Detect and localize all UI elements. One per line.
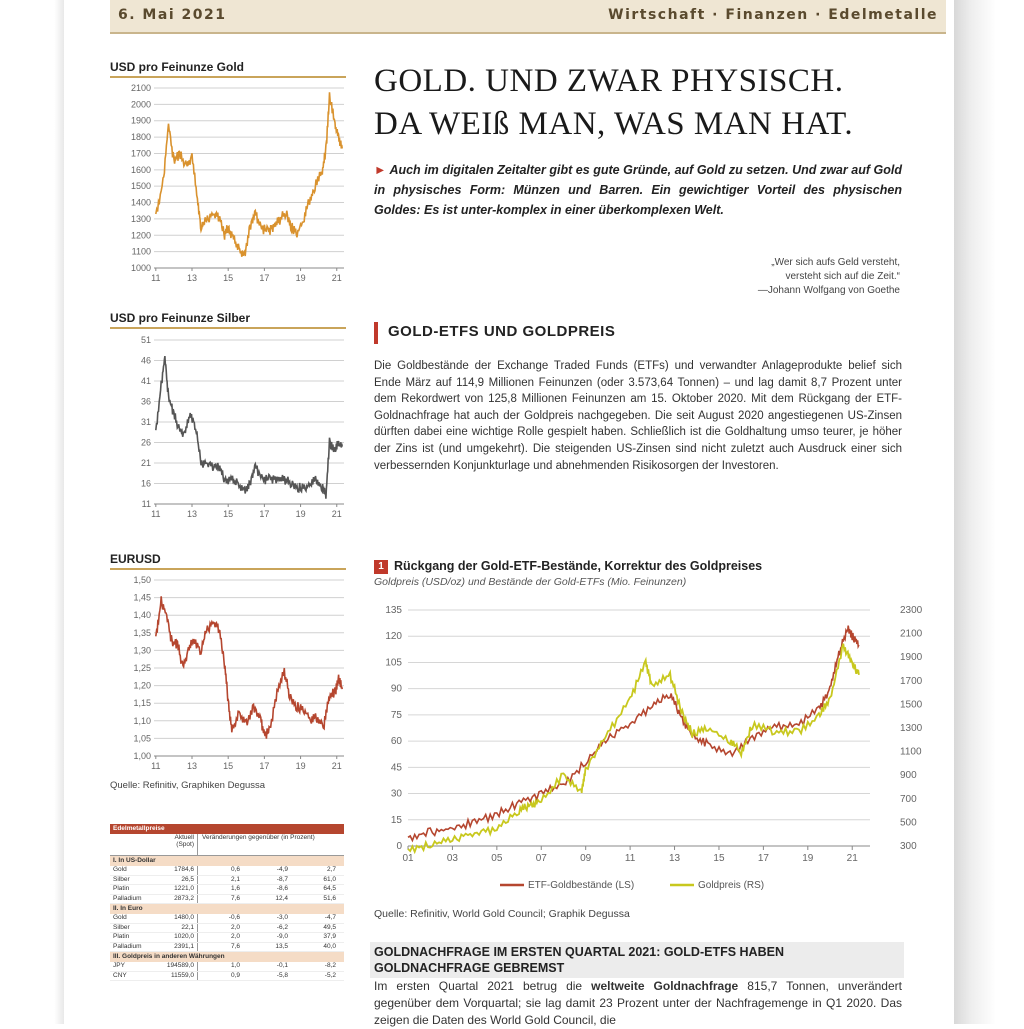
- table-header-cell: [110, 834, 158, 855]
- table-row: [110, 895, 344, 905]
- y-tick-label: 1100: [131, 246, 151, 257]
- figure-number-badge: 1: [374, 560, 388, 574]
- y-tick-label: 2000: [130, 99, 151, 110]
- x-tick-label: 11: [624, 853, 636, 864]
- y-tick-label: 46: [140, 355, 151, 366]
- x-tick-label: 15: [223, 273, 234, 283]
- section-marker: [374, 322, 378, 344]
- table-cell: 37,9: [323, 933, 336, 940]
- section-title: GOLD-ETFS UND GOLDPREIS: [388, 323, 616, 340]
- y-right-tick-label: 2100: [900, 628, 923, 640]
- y-tick-label: 26: [140, 437, 151, 448]
- y-left-tick-label: 120: [385, 631, 402, 643]
- table-cell: 61,0: [323, 875, 336, 883]
- legend-label: ETF-Goldbestände (LS): [528, 880, 635, 891]
- y-left-tick-label: 15: [390, 814, 402, 826]
- y-tick-label: 1,05: [133, 733, 151, 744]
- table-cell: -5,8: [276, 971, 288, 979]
- x-tick-label: 05: [491, 853, 503, 864]
- y-left-tick-label: 45: [390, 762, 402, 774]
- table-cell: 2391,1: [158, 943, 198, 952]
- y-tick-label: 16: [140, 478, 151, 489]
- x-tick-label: 01: [402, 853, 414, 864]
- document-page: [64, 0, 954, 1027]
- table-cell: 1020,0: [158, 933, 198, 942]
- y-left-tick-label: 30: [390, 788, 402, 800]
- table-cell: -8,2: [324, 962, 336, 969]
- y-tick-label: 1,00: [133, 751, 151, 761]
- headline: [374, 60, 914, 146]
- y-right-tick-label: 500: [900, 817, 917, 829]
- table-cell: 7,6: [230, 942, 240, 950]
- table-cell: 49,5: [323, 923, 336, 931]
- x-tick-label: 13: [186, 761, 198, 771]
- table-cell: -4,7: [324, 914, 336, 921]
- y-right-tick-label: 1900: [900, 652, 923, 664]
- y-tick-label: 1,45: [133, 592, 151, 603]
- x-tick-label: 15: [223, 509, 234, 519]
- y-tick-label: 1900: [130, 115, 151, 126]
- y-right-tick-label: 1500: [900, 699, 923, 711]
- lead-arrow-icon: ►: [374, 163, 387, 177]
- table-title: Edelmetallpreise: [110, 824, 344, 834]
- section2-title: GOLDNACHFRAGE IM ERSTEN QUARTAL 2021: GOLD-ETFS HABEN GOLDNACHFRAGE GEBREMST: [370, 942, 904, 978]
- y-tick-label: 41: [140, 376, 151, 386]
- header-section: Wirtschaft · Finanzen · Edelmetalle: [608, 7, 938, 23]
- table-row: [110, 962, 344, 972]
- y-left-tick-label: 75: [390, 709, 402, 721]
- series-line: [156, 356, 342, 499]
- x-tick-label: 13: [668, 853, 681, 864]
- figure-source: Quelle: Refinitiv, World Gold Council; Graphik Degussa: [374, 908, 630, 920]
- table-cell: 13,5: [275, 942, 288, 950]
- y-tick-label: 1700: [130, 148, 151, 159]
- x-tick-label: 13: [186, 509, 198, 519]
- x-tick-label: 15: [223, 761, 234, 771]
- body-paragraph: Die Goldbestände der Exchange Traded Funds (ETFs) und verwandter Anlageprodukte belief sich Ende März auf 114,9 Millionen Feinunzen (oder 3.573,64 Tonnen) – und lag damit 8,7 Prozent unter dem Rekordwert von 125,8 Millionen Feinunzen am 15. Oktober 2020. Mit dem Rückgang der ETF-Goldnachfrage hat auch der Goldpreis nachgegeben. Die seit August 2020 angestiegenen US-Zinsen dürften dabei eine wichtige Rolle gespielt haben. Schließlich ist die Goldhaltung umso teurer, je höher der Zins ist (und umgekehrt). Die steigenden US-Zinsen sind nicht zuletzt auch Ausdruck einer sich verbessernden Konjunkturlage und abnehmenden Risikosorgen der Investoren.: [374, 360, 902, 472]
- y-tick-label: 51: [140, 335, 151, 345]
- table-cell: Gold: [113, 866, 127, 873]
- y-right-tick-label: 300: [900, 841, 917, 852]
- table-cell: 64,5: [323, 885, 336, 892]
- y-tick-label: 31: [140, 417, 151, 427]
- eurusd-chart-rule: [110, 568, 346, 570]
- gold-chart-title: USD pro Feinunze Gold: [110, 60, 244, 74]
- table-row: [110, 972, 344, 982]
- y-tick-label: 11: [141, 499, 151, 509]
- y-right-tick-label: 900: [900, 770, 917, 782]
- y-tick-label: 1,25: [133, 663, 151, 673]
- x-tick-label: 17: [259, 509, 270, 519]
- table-cell: Silber: [113, 923, 130, 931]
- x-tick-label: 15: [713, 853, 725, 864]
- headline-line-2: DA WEIß MAN, WAS MAN HAT.: [374, 106, 854, 142]
- legend-label: Goldpreis (RS): [698, 880, 765, 891]
- table-cell: 22,1: [158, 924, 198, 933]
- left-charts-source: Quelle: Refinitiv, Graphiken Degussa: [110, 780, 266, 791]
- table-row: [110, 885, 344, 895]
- y-tick-label: 1,30: [133, 645, 151, 656]
- x-tick-label: 13: [186, 273, 198, 283]
- page-shadow-left: [0, 0, 64, 1024]
- table-cell: 194589,0: [158, 962, 198, 971]
- x-tick-label: 17: [259, 273, 270, 283]
- section2-text-2: 815,7 Tonnen, unverändert gegenüber dem Vorquartal; sie lag damit 23 Prozent unter der Nachfragemenge in Q1 2020. Das zeigen die Daten des World Gold Council, die: [374, 979, 902, 1027]
- table-cell: JPY: [113, 962, 125, 969]
- silver-chart-title: USD pro Feinunze Silber: [110, 311, 251, 325]
- table-cell: 2,0: [230, 933, 240, 940]
- y-tick-label: 2100: [130, 83, 151, 93]
- y-left-tick-label: 60: [390, 736, 402, 748]
- table-cell: Silber: [113, 875, 130, 883]
- x-tick-label: 11: [151, 273, 161, 283]
- section2-paragraph: [374, 978, 902, 1029]
- table-cell: -9,0: [276, 933, 288, 940]
- y-tick-label: 1,35: [133, 627, 151, 638]
- x-tick-label: 19: [295, 761, 306, 771]
- table-cell: -8,6: [276, 885, 288, 892]
- y-tick-label: 1,20: [133, 680, 151, 691]
- table-cell: 0,6: [230, 866, 240, 873]
- table-cell: 2,1: [230, 875, 240, 883]
- table-header: [110, 834, 344, 856]
- y-right-tick-label: 1700: [900, 675, 923, 687]
- table-row: [110, 876, 344, 886]
- y-tick-label: 1,50: [133, 575, 151, 585]
- table-cell: 1,6: [230, 885, 240, 892]
- x-tick-label: 09: [580, 853, 592, 864]
- table-cell: Palladium: [113, 894, 142, 902]
- table-cell: 2,7: [326, 866, 336, 873]
- table-header-group: Veränderungen gegenüber (in Prozent): [202, 834, 315, 841]
- eurusd-chart-title: EURUSD: [110, 552, 161, 566]
- x-tick-label: 19: [802, 853, 814, 864]
- table-cell: Gold: [113, 914, 127, 921]
- page-shadow-right: [954, 0, 1024, 1024]
- table-row: [110, 914, 344, 924]
- precious-metals-table: [110, 824, 344, 981]
- y-left-tick-label: 90: [390, 683, 402, 695]
- series-line: [156, 92, 342, 256]
- table-cell: -0,6: [228, 914, 240, 921]
- y-tick-label: 1,40: [133, 610, 151, 621]
- table-cell: 40,0: [323, 942, 336, 950]
- table-cell: 11559,0: [158, 972, 198, 981]
- x-tick-label: 19: [295, 273, 306, 283]
- silver-price-chart: [110, 334, 350, 524]
- section2-text-bold: weltweite Goldnachfrage: [591, 979, 739, 993]
- x-tick-label: 19: [295, 509, 306, 519]
- table-cell: 2873,2: [158, 895, 198, 904]
- y-left-tick-label: 0: [396, 841, 402, 852]
- header-bar: [110, 0, 946, 34]
- x-tick-label: 17: [757, 853, 769, 864]
- table-group-label: I. In US-Dollar: [110, 856, 344, 866]
- y-right-tick-label: 2300: [900, 605, 923, 616]
- table-cell: 0,9: [230, 971, 240, 979]
- lead-paragraph: [374, 160, 902, 220]
- table-cell: 7,6: [230, 894, 240, 902]
- goethe-quote: [624, 256, 900, 298]
- y-tick-label: 1,10: [133, 715, 151, 726]
- quote-author: —Johann Wolfgang von Goethe: [757, 285, 900, 296]
- table-row: [110, 866, 344, 876]
- y-right-tick-label: 1300: [900, 723, 923, 734]
- header-date: 6. Mai 2021: [118, 7, 227, 23]
- table-cell: Platin: [113, 933, 130, 940]
- x-tick-label: 07: [535, 853, 547, 864]
- silver-chart-rule: [110, 327, 346, 329]
- x-tick-label: 11: [151, 761, 161, 771]
- y-left-tick-label: 105: [385, 657, 402, 669]
- table-row: [110, 943, 344, 953]
- x-tick-label: 21: [331, 509, 342, 519]
- table-cell: 1784,6: [158, 866, 198, 875]
- table-cell: -8,7: [276, 875, 288, 883]
- y-tick-label: 1000: [130, 263, 151, 273]
- table-cell: 1,0: [230, 962, 240, 969]
- quote-line-2: versteht sich auf die Zeit.“: [785, 271, 900, 282]
- figure-title: Rückgang der Gold-ETF-Bestände, Korrektur des Goldpreises: [394, 559, 763, 573]
- y-right-tick-label: 700: [900, 793, 917, 805]
- eurusd-chart: [110, 574, 350, 780]
- table-cell: 12,4: [275, 894, 288, 902]
- table-cell: -0,1: [276, 962, 288, 969]
- table-group-label: II. In Euro: [110, 904, 344, 914]
- y-tick-label: 36: [140, 396, 151, 407]
- etf-gold-chart: [370, 596, 923, 902]
- table-group-label: III. Goldpreis in anderen Währungen: [110, 952, 344, 962]
- table-cell: -4,9: [276, 866, 288, 873]
- table-row: [110, 933, 344, 943]
- table-cell: 1221,0: [158, 885, 198, 894]
- quote-line-1: „Wer sich aufs Geld versteht,: [771, 257, 900, 268]
- x-tick-label: 17: [259, 761, 270, 771]
- figure-subtitle: Goldpreis (USD/oz) und Bestände der Gold-ETFs (Mio. Feinunzen): [374, 576, 687, 588]
- table-cell: -3,0: [276, 914, 288, 921]
- table-cell: -5,2: [324, 971, 336, 979]
- y-left-tick-label: 135: [385, 605, 402, 616]
- headline-line-1: GOLD. UND ZWAR PHYSISCH.: [374, 63, 844, 99]
- y-tick-label: 1,15: [133, 698, 151, 709]
- y-tick-label: 1800: [130, 132, 151, 143]
- y-tick-label: 1200: [130, 230, 151, 241]
- table-cell: CNY: [113, 971, 127, 979]
- gold-price-chart: [110, 82, 350, 292]
- x-tick-label: 21: [331, 273, 342, 283]
- y-tick-label: 1300: [130, 213, 151, 224]
- table-cell: -6,2: [276, 923, 288, 931]
- section2-text-1: Im ersten Quartal 2021 betrug die: [374, 979, 592, 993]
- y-right-tick-label: 1100: [900, 746, 922, 758]
- table-body: [110, 856, 344, 981]
- y-tick-label: 1600: [130, 164, 151, 175]
- y-tick-label: 1400: [130, 197, 151, 208]
- table-cell: 1480,0: [158, 914, 198, 923]
- table-row: [110, 924, 344, 934]
- table-cell: 2,0: [230, 923, 240, 931]
- table-cell: Palladium: [113, 942, 142, 950]
- x-tick-label: 21: [331, 761, 342, 771]
- lead-text: Auch im digitalen Zeitalter gibt es gute Gründe, auf Gold zu setzen. Und zwar auf Gold in physisches Form: Münzen und Barren. Ein gewichtiger Vorteil des physischen Goldes: Es ist unter-komplex in einer überkomplexen Welt.: [374, 163, 902, 217]
- x-tick-label: 11: [151, 509, 161, 519]
- table-header-cell: Aktuell (Spot): [158, 834, 198, 855]
- x-tick-label: 21: [846, 853, 858, 864]
- table-cell: 26,5: [158, 876, 198, 885]
- gold-chart-rule: [110, 76, 346, 78]
- table-cell: Platin: [113, 885, 130, 892]
- y-tick-label: 1500: [130, 181, 151, 192]
- table-cell: 51,6: [323, 894, 336, 902]
- y-tick-label: 21: [140, 458, 151, 468]
- x-tick-label: 03: [446, 853, 458, 864]
